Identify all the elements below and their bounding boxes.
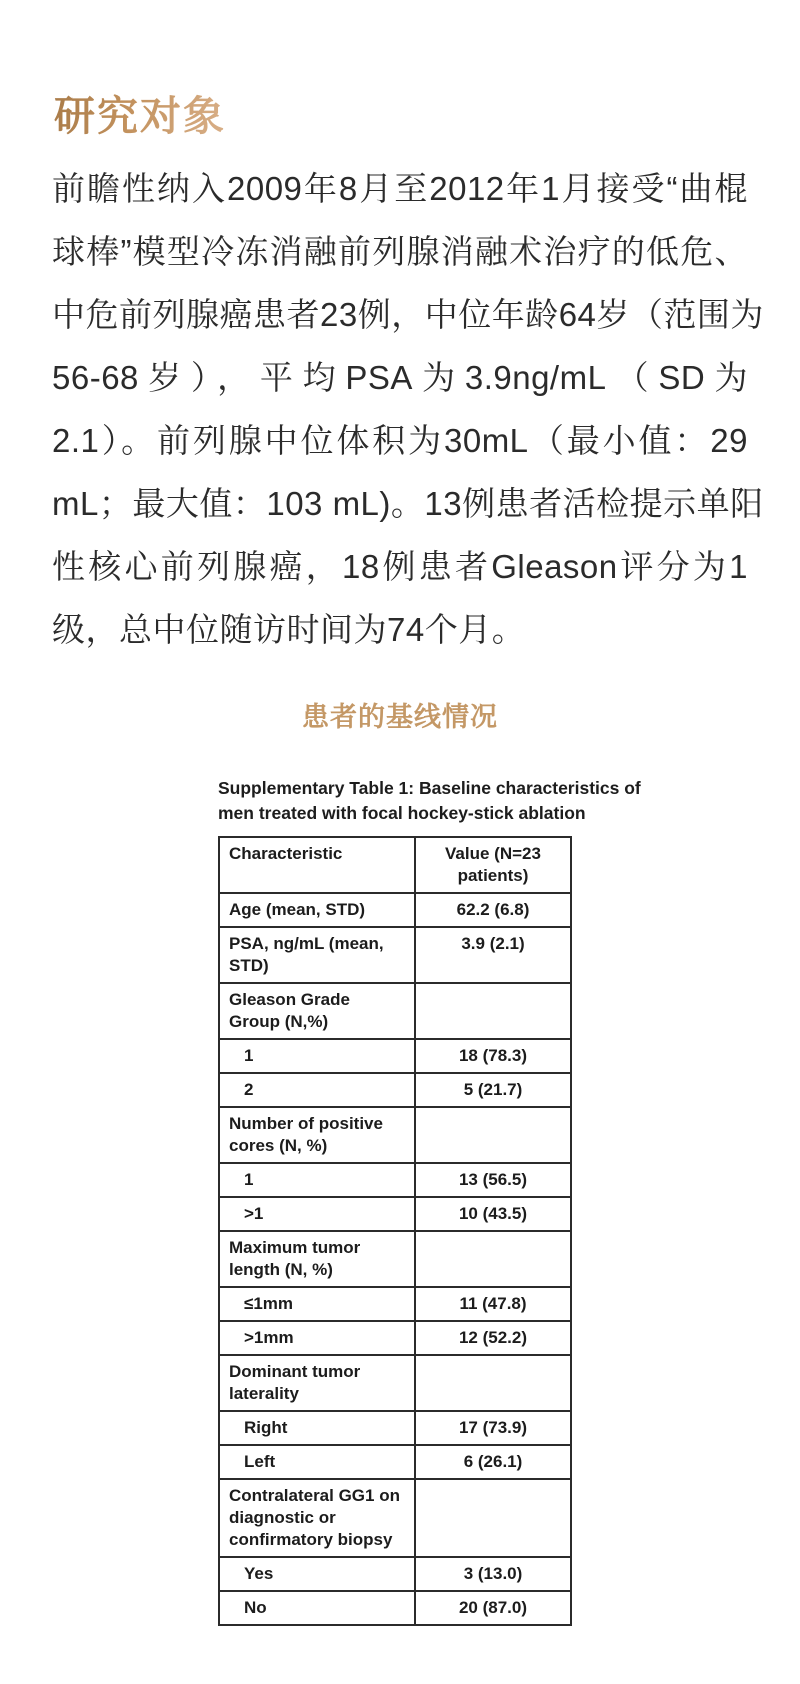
row-label: >1mm: [219, 1321, 415, 1355]
row-label: Left: [219, 1445, 415, 1479]
body-paragraph: [52, 157, 764, 661]
row-value: [415, 1479, 571, 1557]
table-row: [219, 1287, 571, 1321]
table-row: [219, 927, 571, 983]
row-label: Age (mean, STD): [219, 893, 415, 927]
paragraph-line: 56-68岁），平均PSA为3.9ng/mL（SD为: [52, 359, 748, 396]
row-label: Maximum tumor length (N, %): [219, 1231, 415, 1287]
row-value: 12 (52.2): [415, 1321, 571, 1355]
table-header-characteristic: Characteristic: [219, 837, 415, 893]
table-row: [219, 1355, 571, 1411]
row-label: >1: [219, 1197, 415, 1231]
row-value: [415, 1107, 571, 1163]
row-label: Yes: [219, 1557, 415, 1591]
row-value: 5 (21.7): [415, 1073, 571, 1107]
table-row: [219, 1107, 571, 1163]
row-label: Number of positive cores (N, %): [219, 1107, 415, 1163]
figure-title-line-2: men treated with focal hockey-stick ablation: [218, 803, 586, 823]
row-label: Contralateral GG1 on diagnostic or confirmatory biopsy: [219, 1479, 415, 1557]
table-row: [219, 983, 571, 1039]
row-value: 6 (26.1): [415, 1445, 571, 1479]
row-label: 1: [219, 1039, 415, 1073]
figure-title: [218, 776, 698, 826]
table-row: [219, 893, 571, 927]
row-value: 3.9 (2.1): [415, 927, 571, 983]
section-heading: 研究对象: [54, 83, 226, 142]
table-row: [219, 1321, 571, 1355]
table-header-value: Value (N=23 patients): [415, 837, 571, 893]
table-row: [219, 1557, 571, 1591]
table-row: [219, 1479, 571, 1557]
table-header-row: [219, 837, 571, 893]
row-value: [415, 1355, 571, 1411]
table-row: [219, 1591, 571, 1625]
row-value: [415, 983, 571, 1039]
table-row: [219, 1445, 571, 1479]
table-row: [219, 1073, 571, 1107]
row-label: 1: [219, 1163, 415, 1197]
paragraph-line: mL；最大值：103 mL)。13例患者活检提示单阳: [52, 485, 764, 522]
row-value: 20 (87.0): [415, 1591, 571, 1625]
row-value: 18 (78.3): [415, 1039, 571, 1073]
baseline-table-body: [219, 893, 571, 1625]
baseline-table: [218, 836, 572, 1626]
row-label: PSA, ng/mL (mean, STD): [219, 927, 415, 983]
row-value: 62.2 (6.8): [415, 893, 571, 927]
row-label: Gleason Grade Group (N,%): [219, 983, 415, 1039]
table-row: [219, 1163, 571, 1197]
row-value: 13 (56.5): [415, 1163, 571, 1197]
table-row: [219, 1411, 571, 1445]
row-label: ≤1mm: [219, 1287, 415, 1321]
row-label: No: [219, 1591, 415, 1625]
section-subtitle: 患者的基线情况: [302, 702, 498, 732]
row-value: [415, 1231, 571, 1287]
paragraph-line: 级，总中位随访时间为74个月。: [52, 611, 526, 648]
row-label: 2: [219, 1073, 415, 1107]
row-label: Right: [219, 1411, 415, 1445]
row-value: 11 (47.8): [415, 1287, 571, 1321]
row-value: 3 (13.0): [415, 1557, 571, 1591]
table-row: [219, 1197, 571, 1231]
row-value: 17 (73.9): [415, 1411, 571, 1445]
row-label: Dominant tumor laterality: [219, 1355, 415, 1411]
table-row: [219, 1231, 571, 1287]
paragraph-line: 球棒”模型冷冻消融前列腺消融术治疗的低危、: [52, 233, 748, 270]
figure-title-line-1: Supplementary Table 1: Baseline characteristics of: [218, 778, 641, 798]
table-row: [219, 1039, 571, 1073]
row-value: 10 (43.5): [415, 1197, 571, 1231]
paragraph-line: 性核心前列腺癌，18例患者Gleason评分为1: [52, 548, 748, 585]
paragraph-line: 前瞻性纳入2009年8月至2012年1月接受“曲棍: [52, 170, 748, 207]
paragraph-line: 2.1）。前列腺中位体积为30mL（最小值：29: [52, 422, 748, 459]
paragraph-line: 中危前列腺癌患者23例，中位年龄64岁（范围为: [52, 296, 764, 333]
